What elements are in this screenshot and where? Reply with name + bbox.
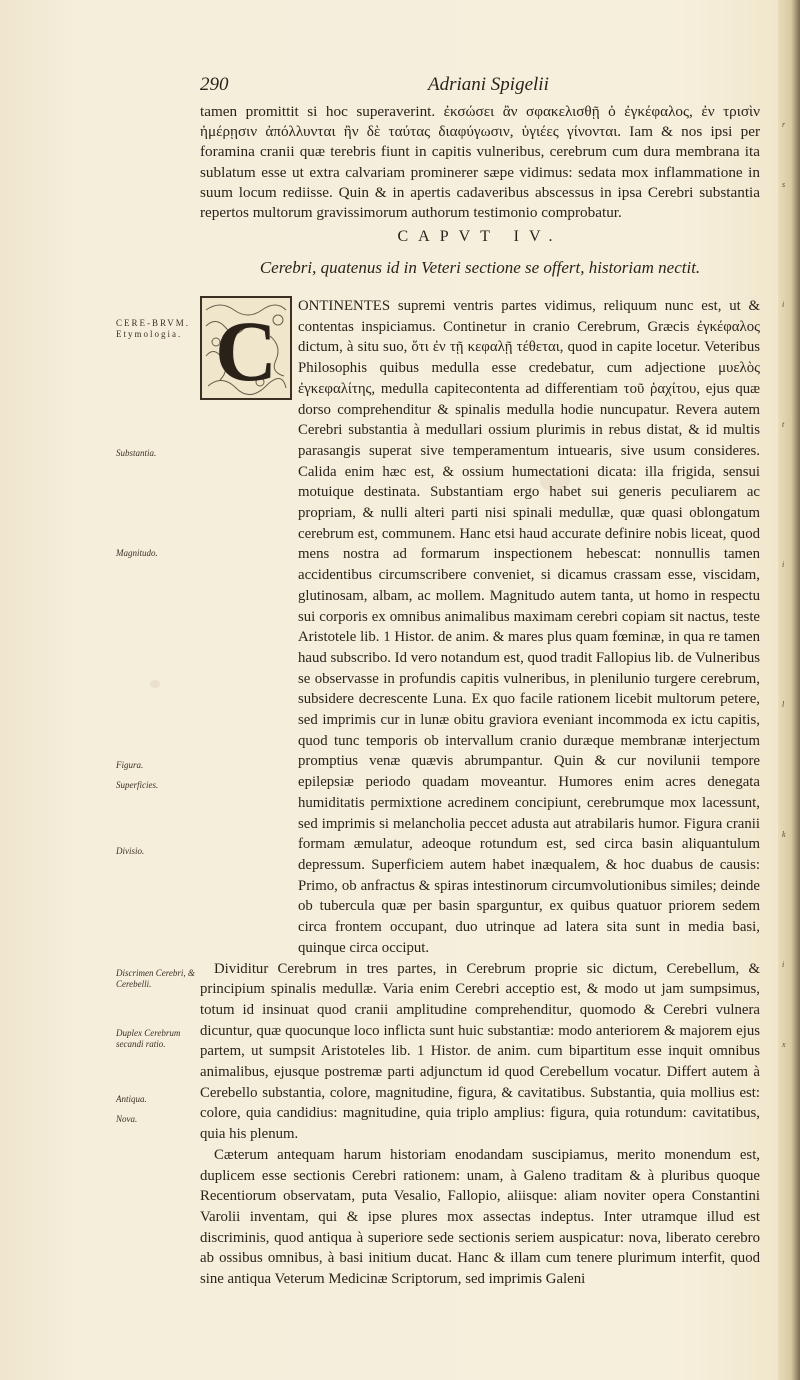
running-title: Adriani Spigelii — [428, 74, 549, 95]
margin-note-superficies: Superficies. — [116, 780, 159, 790]
paragraph-3: Cæterum antequam harum historiam enodandam suscipiamus, merito monendum est, duplicem esse sectionis Cerebri rationem: unam, à Galeno traditam & à pluribus quoque Recentiorum observatam, puta Vesalio, Fallopio, aliisque: aliam noviter opera Constantini Varolii inventam, qui & ipse plures mox assectas indeptus. Inter utramque illud est discriminis, quod antiqua à superiore sede sectionis seriem auspicatur: nova, liberato cerebro ab ossibus omnibus, à basi initium ducat. Hanc & illam cum tenere plurimum interfit, quod sine antiqua Veterum Medicinæ Scriptorum, sed imprimis Galeni — [200, 1146, 760, 1288]
initial-letter: C — [214, 303, 278, 399]
chapter-subtitle: Cerebri, quatenus id in Veteri sectione se offert, historiam nectit. — [259, 258, 701, 277]
margin-note-duplex: Duplex Cerebrum secandi ratio. — [116, 1028, 181, 1049]
margin-note-discrimen: Discrimen Cerebri, & Cerebelli. — [116, 968, 195, 989]
paragraph-2: Dividitur Cerebrum in tres partes, in Cerebrum proprie sic dictum, Cerebellum, & principium spinalis medullæ. Varia enim Cerebri acceptio est, & modo ut jam sumpsimus, totum id insinuat quod cranii amplitudine comprehenditur, quomodo & Cerebri vulnera dicuntur, quæ quocunque loco inflicta sunt huic substantiæ: modo anteriorem & majorem ejus partem, ut sumpsit Aristoteles lib. 1 Histor. de anim. cum bipartitum esse inquit omnibus animalibus, ejusque postremæ parti adjunctum id quod Cerebellum vocatur. Differt autem à Cerebello substantia, colore, magnitudine, figura, & cavitatibus. Substantia, quia mollius est: colore, quia candidius: magnitudine, quia triplo amplius: figura, quia rotundum: cavitatibus, quia his plenum. — [200, 960, 760, 1143]
margin-note-cerebrum: CERE-BRVM. Etymologia. — [116, 318, 191, 339]
paragraph-1: ONTINENTES supremi ventris partes vidimus, reliquum nunc est, ut & contentas inspiciamus. Continetur in cranio Cerebrum, Græcis ἐγκέφαλος dictum, à situ suo, ὅτι ἐν τῇ κεφαλῇ τέθεται, quod in capite locetur. Veteribus Philosophis quibus medulla esse credebatur, cum adjectione μυελὸς ἐγκεφαλίτης, medulla capitecontenta ad differentiam τοῦ ῥαχίτου, ejus quæ dorso comprehenditur & spinalis medulla hodie nuncupatur. Revera autem Cerebri substantia à medullari ossium plurimis in rebus distat, & id multis parasangis superat sive temperamentum intuearis, sive usum consideres. Calida enim hæc est, & ossium humectationi dicata: illa frigida, sensui motuique destinata. Substantiam ergo habet sui generis peculiarem ac propriam, & nulli alteri parti nisi spinali medullæ, quæ quasi oblongatum cerebrum est, communem. Hanc etsi haud accurate definire nobis liceat, quod mens nostra ad formarum inspectionem hebescat: nonnullis tamen accidentibus circumscribere conveniet, si dicamus crassam esse, viscidam, glutinosam, albam, ac mollem. Magnitudo autem tanta, ut homo in respectu sui corporis ex omnibus animalibus maximam cerebri copiam sit nactus, teste Aristotele lib. 1 Histor. de anim. & mares plus quam fœminæ, in qua re tamen haud subscribo. Id vero notandum est, quod tradit Fallopius lib. de Vulneribus se observasse in profundis capitis vulneribus, in plenilunio turgere cerebrum, subsidere decrescente Luna. Ex quo facile rationem licebit multorum petere, sed imprimis cur in lunæ obitu graviora eveniant incommoda ex ictu capitis, quod tunc temporis ob intervallum cranio duræque membranæ interjectum promptius venæ quævis abrumpantur. Quin & cur novilunii tempore epilepsiæ periodo quadam moveantur. Humores enim acres denegata humiditatis permixtione acredinem concipiunt, cerebrumque mox lacessunt, sed imprimis si melancholia peccet adusta aut atrabilaris humor. Figura cranii formam æmulatur, adeoque rotundum est, sed circa basin aliquantulum depressum. Superficiem autem habet inæqualem, & hoc duabus de causis: Primo, ob anfractus & spiras intestinorum circumvolutionibus similes; deinde ob tubercula quæ per basin sparguntur, ex quibus quatuor priorem sedem circa frontem occupant, duo utrinque ad latera sita sunt in media basi, quinque circa occiput. — [298, 298, 760, 956]
page-header — [200, 74, 760, 100]
margin-note-magnitudo: Magnitudo. — [116, 548, 158, 558]
margin-note-figura: Figura. — [116, 760, 144, 770]
top-paragraph-text: tamen promittit si hoc superaverint. ἐκσώσει ἂν σφακελισθῇ ὁ ἐγκέφαλος, ἐν τρισὶν ἡμέρῃσιν ἀπόλλυνται ἢν δὲ ταύτας διαφύγωσιν, ὑγιέες γίνονται. Iam & nos ipsi per foramina cranii quæ terebris fiunt in capitis vulneribus, cerebrum cum dura membrana ita sublatum esse ut extra calvariam prominerer sæpe vidimus: sedata mox inflammatione in suum locum rediisse. Quin & in apertis cadaveribus abscessus in ipsa Cerebri substantia repertos multorum gravissimorum authorum testimonio comprobatur. — [200, 103, 760, 222]
margin-note-substantia: Substantia. — [116, 448, 157, 458]
margin-note-divisio: Divisio. — [116, 846, 145, 856]
adjacent-page-edge: r s i t i l k i x — [778, 0, 800, 1380]
chapter-body — [200, 296, 760, 1290]
margin-note-nova: Nova. — [116, 1114, 138, 1124]
top-paragraph — [200, 102, 760, 223]
paper-stain — [150, 680, 160, 688]
page-number: 290 — [200, 74, 229, 95]
chapter-heading: CAPVT IV. — [397, 228, 563, 245]
margin-note-antiqua: Antiqua. — [116, 1094, 147, 1104]
